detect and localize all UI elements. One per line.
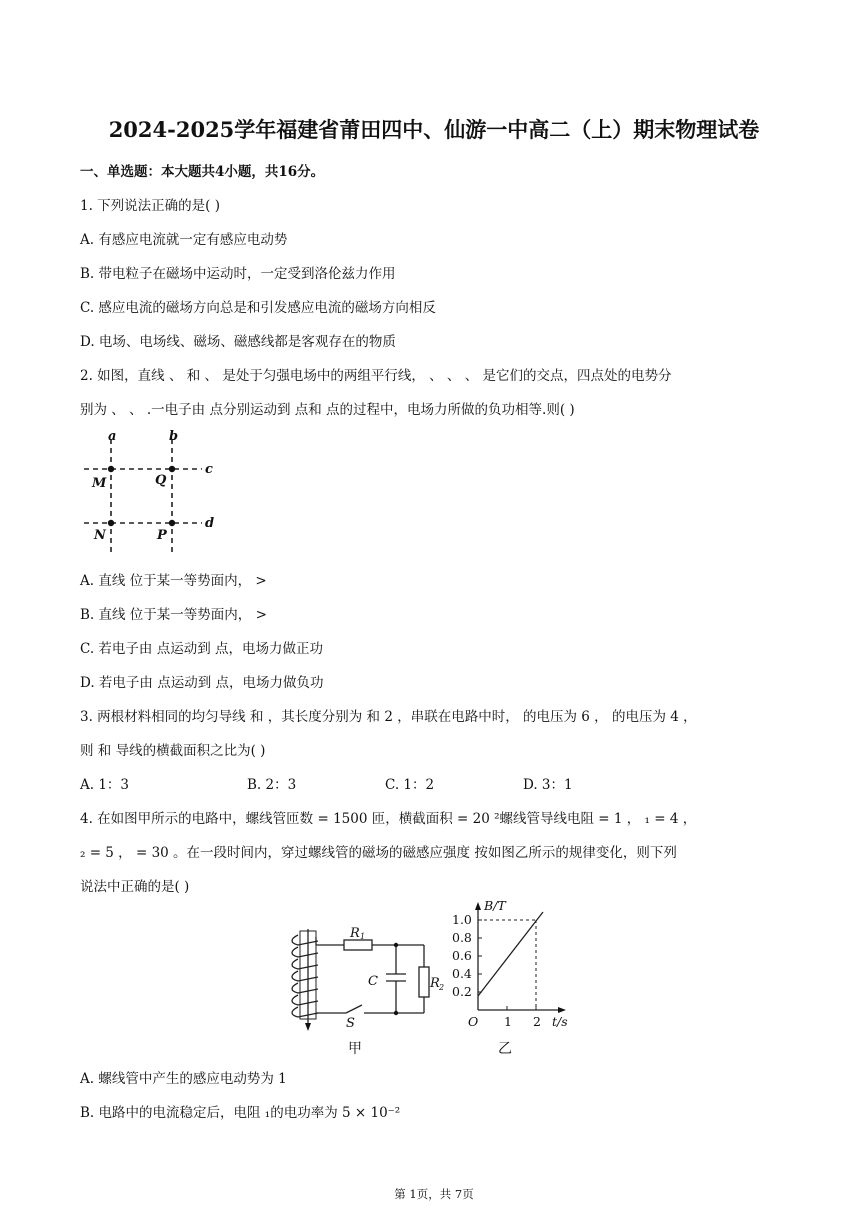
label-r1: R xyxy=(350,926,360,941)
q1-option-a: A. 有感应电流就一定有感应电动势 xyxy=(80,232,288,248)
q3-option-a: A. 1：3 xyxy=(80,777,130,793)
q4-stem-line3: 说法中正确的是( ) xyxy=(80,879,190,895)
q3-option-d: D. 3：1 xyxy=(523,777,573,793)
graph-x-label: t/s xyxy=(552,1014,568,1029)
q4-option-b: B. 电路中的电流稳定后，电阻 ₁的电功率为 5 × 10⁻² xyxy=(80,1105,401,1121)
label-b: b xyxy=(169,429,179,444)
label-Q: Q xyxy=(155,473,167,488)
label-r2-sub: 2 xyxy=(439,983,445,992)
y-tick-3: 0.6 xyxy=(452,948,472,963)
caption-yi: 乙 xyxy=(498,1041,512,1057)
q3-option-c: C. 1：2 xyxy=(385,777,435,793)
label-c: C xyxy=(368,974,378,989)
y-tick-1: 1.0 xyxy=(452,912,472,927)
label-P: P xyxy=(157,528,167,543)
q2-stem-line2: 别为 、 、 .一电子由 点分别运动到 点和 点的过程中，电场力所做的负功相等.则( ) xyxy=(80,402,575,418)
q3-stem-line2: 则 和 导线的横截面积之比为( ) xyxy=(80,743,266,759)
section-heading: 一、单选题：本大题共4小题，共16分。 xyxy=(80,164,325,180)
q3-option-b: B. 2：3 xyxy=(247,777,297,793)
q4-circuit-figure xyxy=(286,915,446,1060)
q2-option-a: A. 直线 位于某一等势面内， > xyxy=(80,573,267,589)
y-tick-5: 0.2 xyxy=(452,984,472,999)
q1-option-b: B. 带电粒子在磁场中运动时，一定受到洛伦兹力作用 xyxy=(80,266,396,282)
caption-jia: 甲 xyxy=(348,1041,362,1057)
q4-option-a: A. 螺线管中产生的感应电动势为 1 xyxy=(80,1071,287,1087)
x-tick-1: 1 xyxy=(504,1014,512,1029)
q2-option-c: C. 若电子由 点运动到 点，电场力做正功 xyxy=(80,641,324,657)
label-d: d xyxy=(205,516,215,531)
label-r1-sub: 1 xyxy=(360,932,366,941)
q2-option-d: D. 若电子由 点运动到 点，电场力做负功 xyxy=(80,675,324,691)
q1-option-d: D. 电场、电场线、磁场、磁感线都是客观存在的物质 xyxy=(80,334,396,350)
y-tick-4: 0.4 xyxy=(452,966,472,981)
label-s: S xyxy=(346,1016,355,1031)
q2-figure xyxy=(80,425,230,560)
label-N: N xyxy=(94,528,106,543)
label-c: c xyxy=(205,462,213,477)
y-tick-2: 0.8 xyxy=(452,930,472,945)
graph-origin: O xyxy=(468,1014,479,1029)
page-title: 2024-2025学年福建省莆田四中、仙游一中高二（上）期末物理试卷 xyxy=(108,117,760,142)
q3-stem-line1: 3. 两根材料相同的均匀导线 和 ，其长度分别为 和 2 ，串联在电路中时， 的电压为 6 ， 的电压为 4 ， xyxy=(80,709,697,725)
q1-option-c: C. 感应电流的磁场方向总是和引发感应电流的磁场方向相反 xyxy=(80,300,436,316)
q4-graph-figure xyxy=(446,900,586,1060)
q1-stem: 1. 下列说法正确的是( ) xyxy=(80,198,220,214)
label-r2: R xyxy=(430,976,440,991)
label-M: M xyxy=(92,476,107,491)
q4-stem-line1: 4. 在如图甲所示的电路中，螺线管匝数 = 1500 匝，横截面积 = 20 ²螺线管导线电阻 = 1 ， ₁ = 4 ， xyxy=(80,811,697,827)
graph-y-label: B/T xyxy=(484,900,506,913)
x-tick-2: 2 xyxy=(533,1014,541,1029)
label-a: a xyxy=(108,429,117,444)
q4-stem-line2: ₂ = 5 ， = 30 。在一段时间内，穿过螺线管的磁场的磁感应强度 按如图乙所示的规律变化，则下列 xyxy=(80,845,677,861)
q2-stem-line1: 2. 如图，直线 、 和 、 是处于匀强电场中的两组平行线， 、 、 、 是它们的交点，四点处的电势分 xyxy=(80,368,672,384)
page-footer: 第 1页，共 7页 xyxy=(394,1187,474,1201)
q2-option-b: B. 直线 位于某一等势面内， > xyxy=(80,607,267,623)
